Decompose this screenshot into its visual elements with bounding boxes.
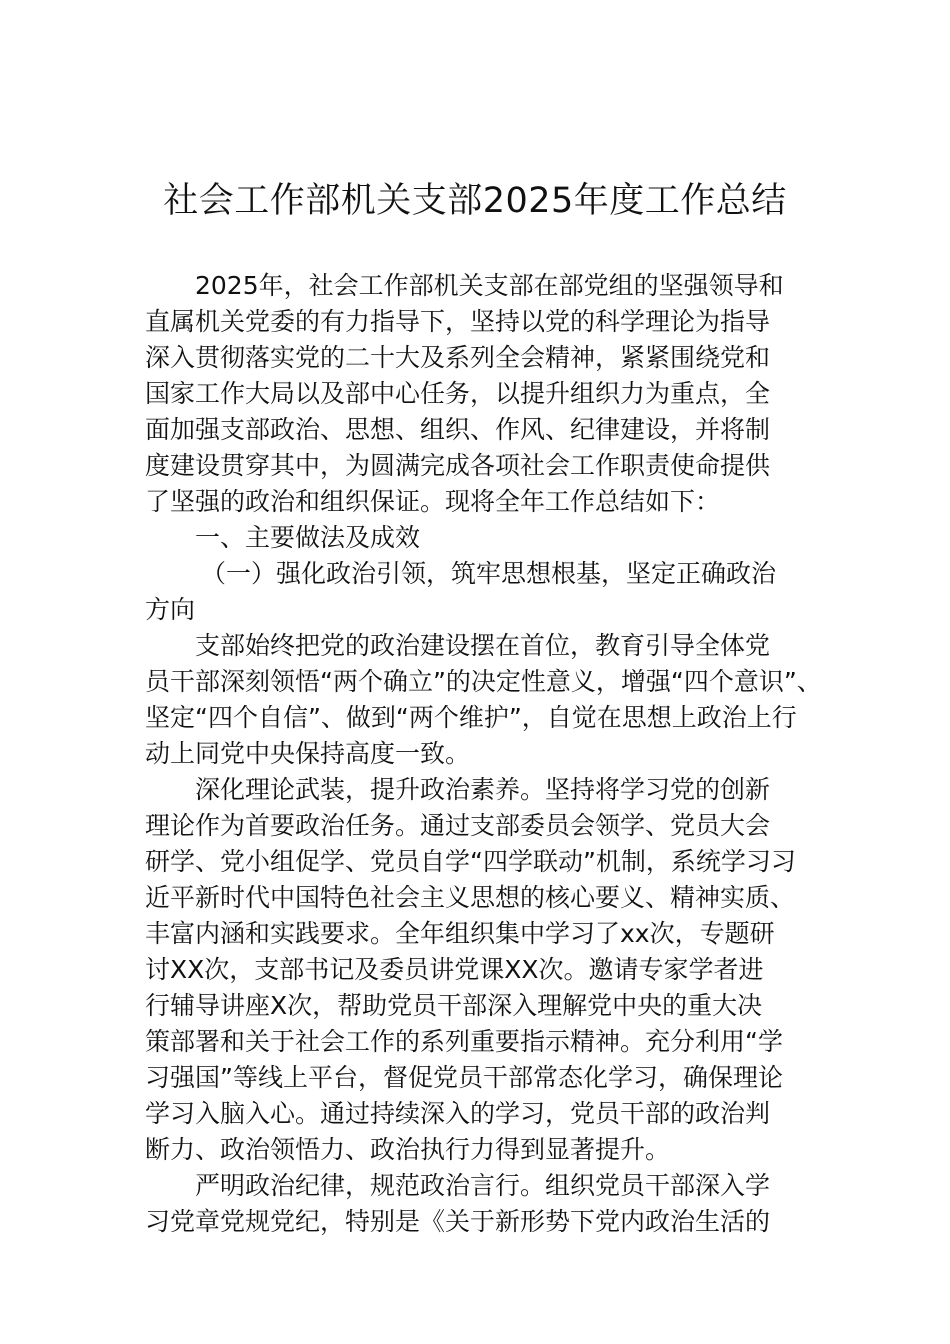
paragraph-line: 近平新时代中国特色社会主义思想的核心要义、精神实质、 (145, 883, 796, 912)
paragraph-line: 面加强支部政治、思想、组织、作风、纪律建设，并将制 (145, 415, 771, 444)
paragraph-line: 丰富内涵和实践要求。全年组织集中学习了xx次，专题研 (145, 919, 775, 948)
subsection-heading: 方向 (145, 595, 196, 624)
paragraph-line: 研学、党小组促学、党员自学“四学联动”机制，系统学习习 (145, 847, 796, 876)
paragraph-line: 支部始终把党的政治建设摆在首位，教育引导全体党 (195, 631, 771, 660)
paragraph-line: 严明政治纪律，规范政治言行。组织党员干部深入学 (195, 1171, 771, 1200)
paragraph-line: 动上同党中央保持高度一致。 (145, 739, 471, 768)
paragraph-line: 深入贯彻落实党的二十大及系列全会精神，紧紧围绕党和 (145, 343, 771, 372)
paragraph-line: 坚定“四个自信”、做到“两个维护”，自觉在思想上政治上行 (145, 703, 797, 732)
paragraph-line: 讨XX次，支部书记及委员讲党课XX次。邀请专家学者进 (145, 955, 764, 984)
paragraph-line: 习强国”等线上平台，督促党员干部常态化学习，确保理论 (145, 1063, 783, 1092)
paragraph-line: 员干部深刻领悟“两个确立”的决定性意义，增强“四个意识”、 (145, 667, 822, 696)
document-title: 社会工作部机关支部2025年度工作总结 (163, 181, 787, 221)
paragraph-line: 学习入脑入心。通过持续深入的学习，党员干部的政治判 (145, 1099, 771, 1128)
paragraph-line: 理论作为首要政治任务。通过支部委员会领学、党员大会 (145, 811, 771, 840)
paragraph-line: 度建设贯穿其中，为圆满完成各项社会工作职责使命提供 (145, 451, 771, 480)
paragraph-line: 习党章党规党纪，特别是《关于新形势下党内政治生活的 (145, 1207, 771, 1236)
paragraph-line: 深化理论武装，提升政治素养。坚持将学习党的创新 (195, 775, 771, 804)
paragraph-line: 策部署和关于社会工作的系列重要指示精神。充分利用“学 (145, 1027, 783, 1056)
document-body (145, 268, 835, 1240)
section-heading: 一、主要做法及成效 (195, 523, 421, 552)
paragraph-line: 2025年，社会工作部机关支部在部党组的坚强领导和 (195, 271, 784, 300)
subsection-heading: （一）强化政治引领，筑牢思想根基，坚定正确政治 (201, 559, 777, 588)
paragraph-line: 断力、政治领悟力、政治执行力得到显著提升。 (145, 1135, 671, 1164)
paragraph-line: 国家工作大局以及部中心任务，以提升组织力为重点，全 (145, 379, 771, 408)
paragraph-line: 了坚强的政治和组织保证。现将全年工作总结如下： (145, 487, 721, 516)
paragraph-line: 行辅导讲座X次，帮助党员干部深入理解党中央的重大决 (145, 991, 763, 1020)
paragraph-line: 直属机关党委的有力指导下，坚持以党的科学理论为指导 (145, 307, 771, 336)
